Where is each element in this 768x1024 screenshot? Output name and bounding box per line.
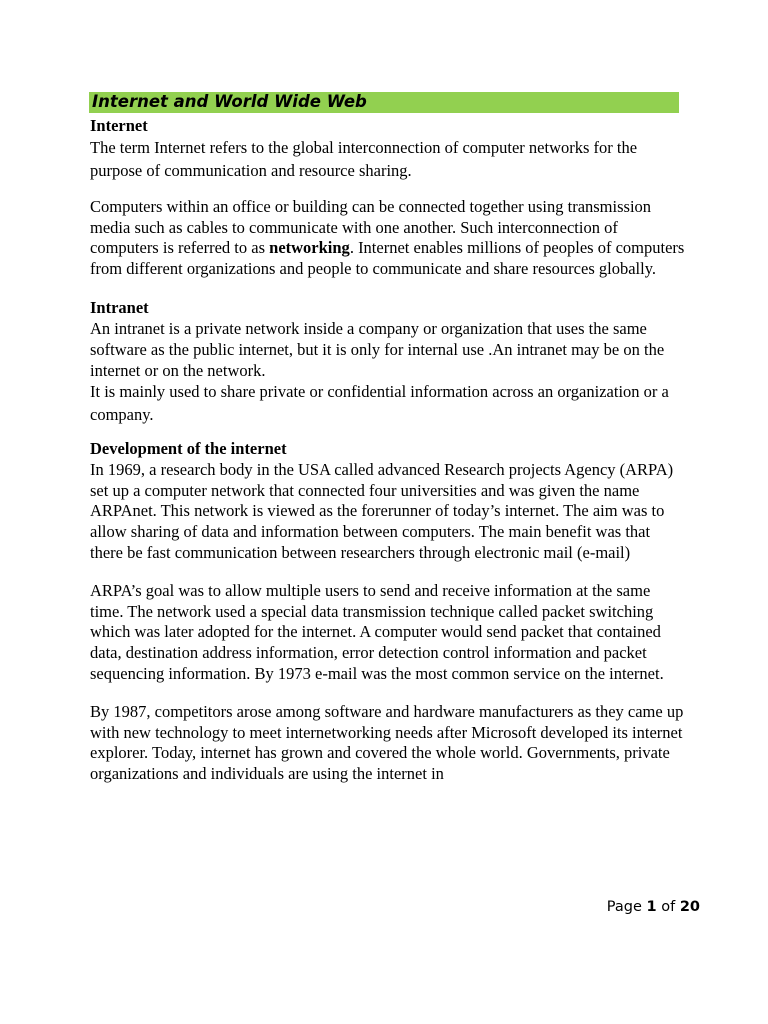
section-heading-intranet: Intranet bbox=[90, 298, 149, 318]
document-body bbox=[90, 115, 685, 784]
page-label: Page bbox=[606, 899, 642, 915]
development-paragraph-1: In 1969, a research body in the USA called advanced Research projects Agency (ARPA) set up a computer network that connected four universities and was given the name ARPAnet. This network is viewed as the forerunner of today’s internet. The aim was to allow sharing of data and information between computers. The main benefit was that there be fast communication between researchers through electronic mail (e-mail) bbox=[90, 460, 674, 562]
development-paragraph-3: By 1987, competitors arose among software and hardware manufacturers as they came up with new technology to meet internetworking needs after Microsoft developed its internet explorer. Today, internet has grown and covered the whole world. Governments, private organizations and individuals are using the internet in bbox=[90, 702, 684, 783]
title-highlight-bar bbox=[89, 92, 679, 113]
document-title: Internet and World Wide Web bbox=[92, 92, 367, 111]
intranet-paragraph-2: It is mainly used to share private or confidential information across an organization or a company. bbox=[90, 382, 669, 424]
networking-term: networking bbox=[269, 238, 350, 258]
section-heading-internet: Internet bbox=[90, 116, 148, 135]
internet-paragraph-1: The term Internet refers to the global interconnection of computer networks for the purpose of communication and resource sharing. bbox=[90, 138, 638, 180]
of-label: of bbox=[661, 899, 676, 915]
internet-paragraph-2-text-b: . Internet enables millions of peoples of computers from different organizations and people to communicate and share resources globally. bbox=[90, 238, 685, 278]
section-heading-development: Development of the internet bbox=[90, 439, 287, 459]
internet-paragraph-2 bbox=[90, 197, 685, 279]
development-paragraph-2: ARPA’s goal was to allow multiple users to send and receive information at the same time. The network used a special data transmission technique called packet switching which was later adopted for the internet. A computer would send packet that contained data, destination address information, error detection control information and packet sequencing information. By 1973 e-mail was the most common service on the internet. bbox=[90, 581, 664, 683]
page-number-footer bbox=[607, 897, 700, 917]
intranet-paragraph-1: An intranet is a private network inside a company or organization that uses the same software as the public internet, but it is only for internal use .An intranet may be on the internet or on the network. bbox=[90, 319, 665, 380]
total-pages-number: 20 bbox=[679, 899, 700, 915]
current-page-number: 1 bbox=[646, 899, 657, 915]
internet-paragraph-2-text-a: Computers within an office or building can be connected together using transmission media such as cables to communicate with one another. Such interconnection of computers is referred to as bbox=[90, 197, 652, 258]
